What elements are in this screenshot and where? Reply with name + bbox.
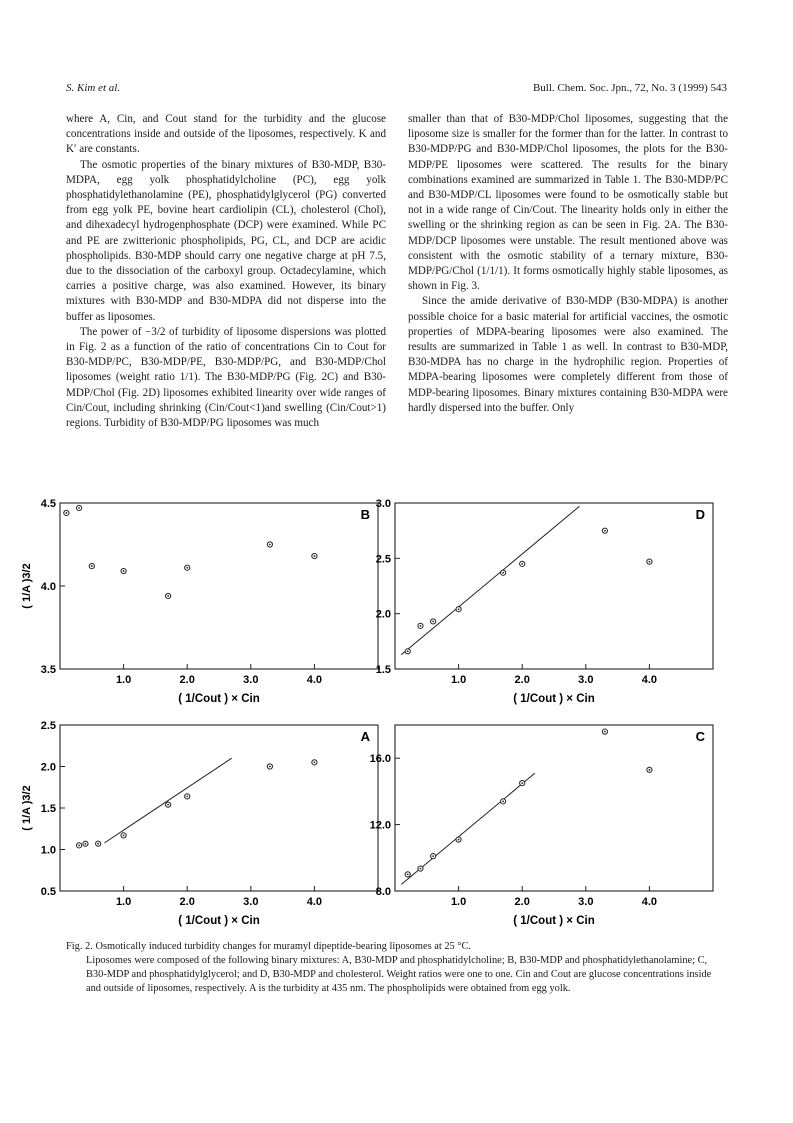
- panel-c-xtick-label: 3.0: [578, 896, 594, 908]
- panel-c-point-core: [407, 874, 409, 876]
- panel-d-point-core: [420, 625, 422, 627]
- panel-c-xtick-label: 2.0: [514, 896, 530, 908]
- panel-c-point-core: [458, 839, 460, 841]
- panel-a-ytick-label: 2.0: [40, 761, 56, 774]
- panel-a-point-core: [269, 766, 271, 768]
- panel-a-point-core: [186, 795, 188, 797]
- panel-c-point-core: [420, 868, 422, 870]
- panel-b-point-core: [65, 512, 67, 514]
- panel-d-xtick-label: 3.0: [578, 674, 594, 686]
- panel-c-xtick-label: 1.0: [450, 896, 467, 908]
- panel-a-xtick-label: 2.0: [179, 896, 195, 908]
- panel-d-point-core: [407, 650, 409, 652]
- panel-a-xtick-label: 4.0: [306, 896, 323, 908]
- panel-a-frame: [60, 725, 378, 891]
- panel-c-point-core: [649, 769, 651, 771]
- paragraph: Since the amide derivative of B30-MDP (B30-MDPA) is another possible choice for a basic material for artificial vaccines, the osmotic properties of MDPA-bearing liposomes were also examined. The results are summarized in Table 1 as well. In contrast to B30-MDP, B30-MDPA has no charge in the hydrophilic region. Properties of MDPA-bearing liposomes were completely different from those of MDP-bearing liposomes. Binary mixtures containing B30-MDPA were hardly dispersed into the buffer. Only: [408, 295, 728, 414]
- figure-2-plots: [21, 495, 740, 935]
- panel-d-xtick-label: 1.0: [450, 674, 467, 686]
- right-text-column: [408, 112, 728, 416]
- panel-d-fit-line: [401, 506, 579, 654]
- panel-a-point-core: [123, 834, 125, 836]
- paragraph: The osmotic properties of the binary mixtures of B30-MDP, B30-MDPA, egg yolk phosphatidylcholine (PC), egg yolk phosphatidylethanolamine (PE), phosphatidylglycerol (PG) converted from egg yolk PE, bovine heart cardiolipin (CL), cholesterol (Chol), and dihexadecyl hydrogenphosphate (DCP) were examined. While PC and PE are zwitterionic phospholipids, PG, CL, and DCP are acidic phospholipids. B30-MDP should carry one negative charge at pH 7.5, due to the dissociation of the carboxyl group. Octadecylamine, which carries a positive charge, was also examined. However, its binary mixtures with B30-MDP and B30-MDPA did not disperse into the buffer as liposomes.: [66, 158, 386, 323]
- panel-a-xtick-label: 3.0: [243, 896, 259, 908]
- panel-b-ytick-label: 4.5: [40, 498, 56, 510]
- panel-d-ytick-label: 2.0: [375, 608, 391, 621]
- panel-b-frame: [60, 503, 378, 669]
- paragraph: The power of −3/2 of turbidity of liposome dispersions was plotted in Fig. 2 as a function of the ratio of concentrations Cin to Cout for B30-MDP/PC, B30-MDP/PE, B30-MDP/PG, and B30-MDP/Chol liposomes (weight ratio 1/1). The B30-MDP/PG (Fig. 2C) and B30-MDP/Chol (Fig. 2D) liposomes exhibited linearity over wide ranges of Cin/Cout, including shrinking (Cin/Cout<1)and swelling (Cin/Cout>1) regions. Turbidity of B30-MDP/PG liposomes was much: [66, 325, 386, 430]
- panel-c-ytick-label: 8.0: [375, 886, 391, 898]
- panel-c-letter: C: [695, 729, 705, 744]
- panel-b-xtick-label: 3.0: [243, 674, 259, 686]
- panel-a-point-core: [78, 844, 80, 846]
- panel-c-point-core: [502, 800, 504, 802]
- panel-b-letter: B: [360, 507, 370, 522]
- panel-d-xtick-label: 2.0: [514, 674, 530, 686]
- running-header-journal: Bull. Chem. Soc. Jpn., 72, No. 3 (1999) 543: [532, 82, 727, 94]
- panel-a-point-core: [314, 761, 316, 763]
- panel-b-ytick-label: 4.0: [40, 581, 56, 593]
- panel-d-xlabel: ( 1/Cout ) × Cin: [513, 693, 595, 705]
- panel-d-point-core: [521, 563, 523, 565]
- panel-b-point-core: [91, 565, 93, 567]
- panel-d-ytick-label: 3.0: [375, 498, 391, 510]
- panel-b-ytick-label: 3.5: [40, 664, 56, 676]
- panel-c-point-core: [604, 731, 606, 733]
- panel-a-ytick-label: 1.0: [40, 844, 56, 857]
- panel-a-fit-line: [105, 758, 232, 843]
- panel-b-point-core: [186, 567, 188, 569]
- panel-c-ytick-label: 16.0: [369, 753, 391, 766]
- running-header-author: S. Kim et al.: [66, 82, 121, 94]
- panel-b-point-core: [78, 507, 80, 509]
- panel-b-point-core: [123, 570, 125, 572]
- panel-b-xtick-label: 2.0: [179, 674, 195, 686]
- panel-a-xlabel: ( 1/Cout ) × Cin: [178, 915, 260, 927]
- panel-d-point-core: [458, 608, 460, 610]
- panel-a-point-core: [167, 804, 169, 806]
- panel-b-xtick-label: 1.0: [115, 674, 132, 686]
- panel-d-point-core: [502, 572, 504, 574]
- panel-b-ylabel: ( 1/A )3/2: [21, 563, 33, 609]
- panel-a-ylabel: ( 1/A )3/2: [21, 785, 33, 831]
- panel-a-ytick-label: 2.5: [40, 720, 56, 732]
- panel-a-xtick-label: 1.0: [115, 896, 132, 908]
- caption-body: Liposomes were composed of the following binary mixtures: A, B30-MDP and phosphatidylcholine; B, B30-MDP and phosphatidylethanolamine; C, B30-MDP and phosphatidylglycerol; and D, B30-MDP and cholesterol. Weight ratios were one to one. Cin and Cout are glucose concentrations inside and outside of liposomes, respectively. A is the turbidity at 435 nm. The phospholipids were obtained from egg yolk.: [86, 955, 712, 994]
- panel-d-point-core: [649, 561, 651, 563]
- panel-b-point-core: [269, 544, 271, 546]
- panel-d-point-core: [432, 621, 434, 623]
- panel-c-ytick-label: 12.0: [369, 819, 391, 832]
- panel-d-xtick-label: 4.0: [641, 674, 658, 686]
- figure-caption: [66, 940, 728, 996]
- panel-a-ytick-label: 0.5: [40, 886, 56, 898]
- panel-a-ytick-label: 1.5: [40, 803, 56, 815]
- panel-c-point-core: [521, 782, 523, 784]
- panel-b-xtick-label: 4.0: [306, 674, 323, 686]
- panel-c-xlabel: ( 1/Cout ) × Cin: [513, 915, 595, 927]
- panel-a-point-core: [85, 843, 87, 845]
- panel-a-letter: A: [360, 729, 370, 744]
- panel-c-xtick-label: 4.0: [641, 896, 658, 908]
- caption-title: Fig. 2. Osmotically induced turbidity changes for muramyl dipeptide-bearing liposomes at 25 °C.: [66, 941, 471, 952]
- panel-b-point-core: [167, 595, 169, 597]
- figure-2: [21, 495, 740, 935]
- paragraph: where A, Cin, and Cout stand for the turbidity and the glucose concentrations inside and outside of the liposomes, respectively. K and K′ are constants.: [66, 113, 386, 156]
- panel-c-point-core: [432, 855, 434, 857]
- paragraph: smaller than that of B30-MDP/Chol liposomes, suggesting that the liposome size is smaller for the former than for the latter. In contrast to B30-MDP/PG and B30-MDP/Chol liposomes, the plots for the B30-MDP/PE liposomes were scattered. The results for the binary combinations examined are summarized in Table 1. The B30-MDP/PC and B30-MDP/CL liposomes were found to be osmotically stable but not in a wide range of Cin/Cout. The linearity holds only in either the swelling or the shrinking region as can be seen in Fig. 2A. The B30-MDP/DCP liposomes were unstable. The result mentioned above was consistent with the osmotic stability of a ternary mixture, B30-MDP/PG/Chol (1/1/1). It forms osmotically highly stable liposomes, as shown in Fig. 3.: [408, 113, 728, 293]
- panel-b-point-core: [314, 555, 316, 557]
- panel-c-frame: [395, 725, 713, 891]
- panel-b-xlabel: ( 1/Cout ) × Cin: [178, 693, 260, 705]
- panel-d-letter: D: [695, 507, 705, 522]
- panel-d-point-core: [604, 530, 606, 532]
- panel-d-ytick-label: 2.5: [375, 553, 391, 566]
- panel-a-point-core: [97, 843, 99, 845]
- left-text-column: [66, 112, 386, 431]
- panel-d-ytick-label: 1.5: [375, 664, 391, 676]
